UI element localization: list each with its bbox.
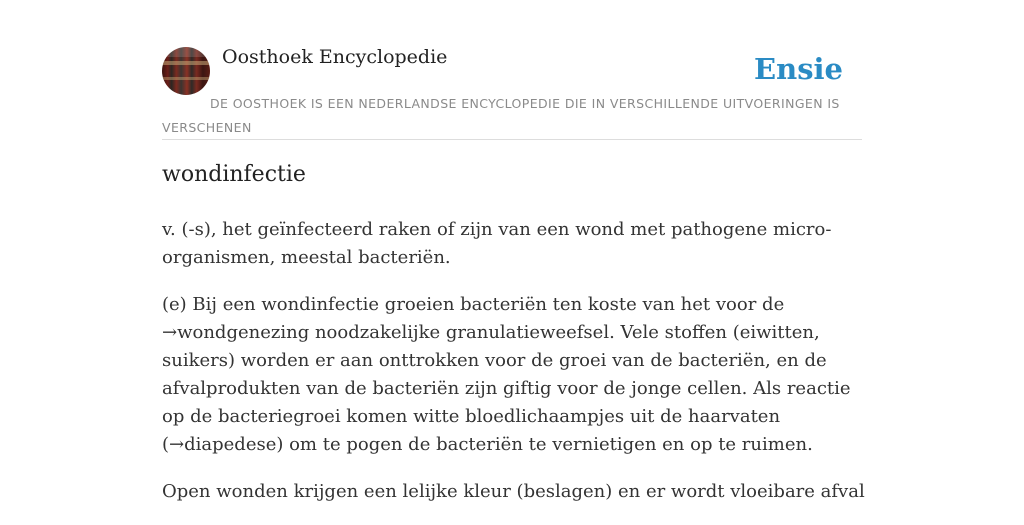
avatar-highlight bbox=[162, 47, 210, 57]
entry-paragraph: Open wonden krijgen een lelijke kleur (beslagen) en er wordt vloeibare afval bbox=[162, 481, 865, 502]
avatar-book-band bbox=[162, 77, 210, 80]
avatar-book-band bbox=[162, 61, 210, 65]
entry-paragraph: (e) Bij een wondinfectie groeien bacteriën ten koste van het voor de →wondgenezing noodzakelijke granulatieweefsel. Vele stoffen (eiwitten, suikers) worden er aan onttrokken voor de groei van de bacteriën, en de afvalprodukten van de bacteriën zijn giftig voor de jonge cellen. Als reactie op de bacteriegroei komen witte bloedlichaampjes uit de haarvaten (→diapedese) om te pogen de bacteriën te vernietigen en op te ruimen. bbox=[162, 294, 851, 455]
header-divider bbox=[162, 139, 862, 140]
entry-body bbox=[162, 216, 867, 525]
source-tagline: DE OOSTHOEK IS EEN NEDERLANDSE ENCYCLOPEDIE DIE IN VERSCHILLENDE UITVOERINGEN IS VERSCHENEN bbox=[162, 96, 840, 135]
ensie-logo[interactable]: Ensie bbox=[754, 52, 843, 86]
source-avatar[interactable] bbox=[162, 47, 210, 95]
entry-title: wondinfectie bbox=[162, 162, 306, 187]
entry-definition: v. (-s), het geïnfecteerd raken of zijn van een wond met pathogene micro-organismen, meestal bacteriën. bbox=[162, 219, 832, 268]
source-name[interactable]: Oosthoek Encyclopedie bbox=[222, 46, 448, 68]
